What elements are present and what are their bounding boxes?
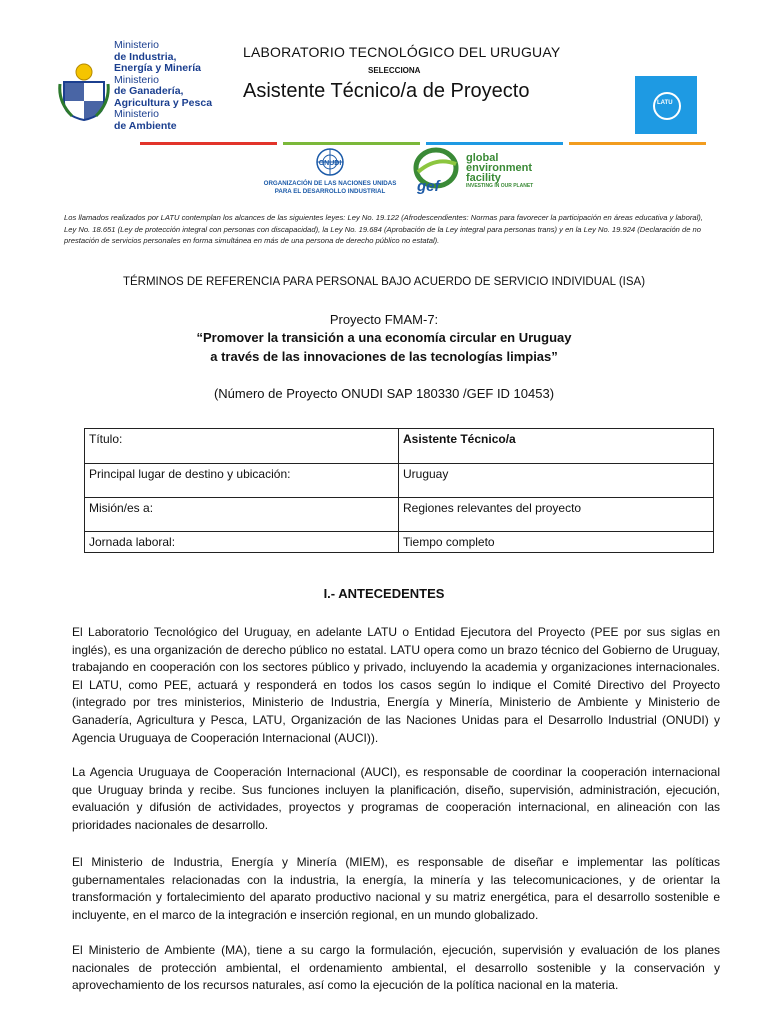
- latu-logo: [635, 76, 697, 134]
- ministry-1: Ministerio de Industria, Energía y Minería: [114, 39, 201, 74]
- job-title: Asistente Técnico/a de Proyecto: [243, 80, 530, 102]
- table-label: Jornada laboral:: [85, 532, 399, 553]
- section-title: I.- ANTECEDENTES: [323, 586, 445, 601]
- table-row: [85, 532, 714, 553]
- project-number: (Número de Proyecto ONUDI SAP 180330 /GEF ID 10453): [213, 386, 555, 401]
- legal-note: Los llamados realizados por LATU contemplan los alcances de las siguientes leyes: Ley No. 19.122 (Afrodescendientes: Normas para favorecer la participación en áreas educativa y laboral), Ley No. 18.651 (Ley de protección integral con personas con discapacidad), la Ley No. 19.684 (Aprobación de la Ley integral para personas trans) y en la Ley No. 19.924 (Declaración de no prestación de servicios personales en forma simultánea en más de una persona de derecho público no estatal).: [64, 213, 703, 245]
- divider-red: [140, 142, 277, 145]
- paragraph: El Laboratorio Tecnológico del Uruguay, en adelante LATU o Entidad Ejecutora del Proyecto (PEE por sus siglas en inglés), es una organización de derecho público no estatal. LATU opera como un brazo técnico del Gobierno de Uruguay, trabajando en cooperación con los sectores público y privado, incluyendo la academia y organizaciones internacionales. El LATU, como PEE, actuará y responderá en todos los casos según lo indique el Comité Directivo del Proyecto (integrado por tres ministerios, Ministerio de Industria, Energía y Minería, Ministerio de Ambiente y Ministerio de Ganadería, Agricultura y Pesca, LATU, Organización de las Naciones Unidas para el Desarrollo Industrial (ONUDI) y Agencia Uruguaya de Cooperación Internacional (AUCI)).: [72, 625, 720, 745]
- un-emblem-icon: [310, 146, 350, 178]
- table-row: [85, 464, 714, 498]
- table-label: Principal lugar de destino y ubicación:: [85, 464, 399, 498]
- selects-label: SELECCIONA: [368, 66, 421, 75]
- latu-ring-icon: [653, 92, 681, 120]
- uruguay-coat-of-arms-icon: [58, 62, 110, 122]
- table-value: Regiones relevantes del proyecto: [399, 498, 714, 532]
- project-code: Proyecto FMAM-7:: [329, 312, 439, 327]
- table-label: Misión/es a:: [85, 498, 399, 532]
- divider-green: [283, 142, 420, 145]
- gef-words: global environment facility: [466, 152, 533, 184]
- gef-tagline: INVESTING IN OUR PLANET: [466, 183, 534, 189]
- paragraph: La Agencia Uruguaya de Cooperación Internacional (AUCI), es responsable de coordinar la cooperación internacional que Uruguay brinda y recibe. Sus funciones incluyen la planificación, diseño, supervisión, administración, ejecución, evaluación y difusión de actividades, proyectos y programas de cooperación internacional, en alineación con las prioridades nacionales de desarrollo.: [72, 765, 720, 832]
- table-label: Título:: [85, 429, 399, 464]
- onudi-emblem-text: ONUDI: [318, 160, 342, 167]
- divider-blue: [426, 142, 563, 145]
- table-row: [85, 498, 714, 532]
- table-row: [85, 429, 714, 464]
- divider-orange: [569, 142, 706, 145]
- project-title-line2: a través de las innovaciones de las tecnologías limpias”: [210, 349, 558, 364]
- color-divider: [140, 142, 706, 145]
- org-title: LABORATORIO TECNOLÓGICO DEL URUGUAY: [243, 44, 561, 60]
- table-value: Uruguay: [399, 464, 714, 498]
- paragraph: El Ministerio de Industria, Energía y Minería (MIEM), es responsable de diseñar e implementar las políticas gubernamentales relacionadas con la industria, la energía, la minería y las telecomunicaciones, y de orientar la transformación y fortalecimiento del aparato productivo nacional y su matriz energética, para el desarrollo sostenible e incluyente, en el marco de la integración e inserción regional, en un mundo globalizado.: [72, 855, 720, 922]
- table-value: Asistente Técnico/a: [399, 429, 714, 464]
- paragraph: El Ministerio de Ambiente (MA), tiene a su cargo la formulación, ejecución, supervisión y evaluación de los planes nacionales de protección ambiental, el ordenamiento ambiental, el desarrollo sostenible y la conservación y aprovechamiento de los recursos naturales, así como la ejecución de la política nacional en la materia.: [72, 943, 720, 993]
- project-title-line1: “Promover la transición a una economía circular en Uruguay: [196, 330, 572, 345]
- ministries-logo-text: [114, 40, 212, 132]
- gef-label: gef: [417, 178, 440, 195]
- latu-logo-text: LATU: [657, 100, 673, 106]
- ministry-3: Ministerio de Ambiente: [114, 108, 177, 132]
- ministry-2: Ministerio de Ganadería, Agricultura y Pesca: [114, 73, 213, 109]
- terms-title: TÉRMINOS DE REFERENCIA PARA PERSONAL BAJO ACUERDO DE SERVICIO INDIVIDUAL (ISA): [122, 276, 646, 288]
- info-table: [84, 428, 714, 553]
- table-value: Tiempo completo: [399, 532, 714, 553]
- onudi-text: ORGANIZACIÓN DE LAS NACIONES UNIDAS PARA EL DESARROLLO INDUSTRIAL: [263, 180, 397, 195]
